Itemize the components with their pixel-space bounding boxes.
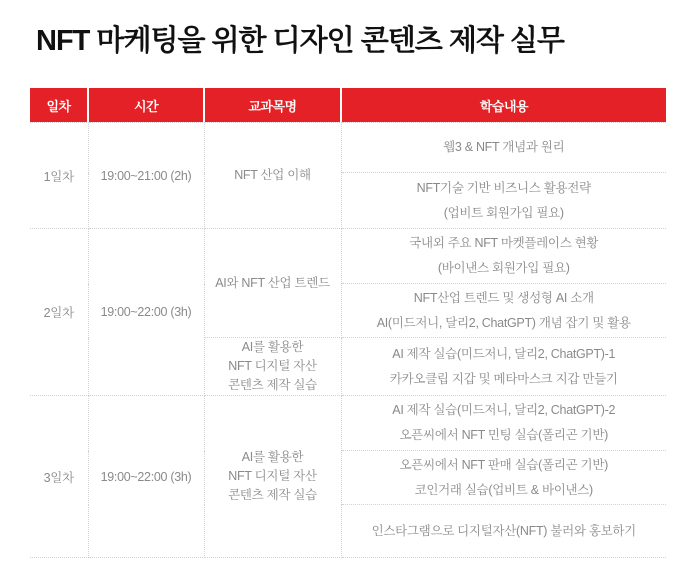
day-1-time-cell: 19:00~21:00 (2h) xyxy=(88,123,204,229)
day-3-time-cell: 19:00~22:00 (3h) xyxy=(88,396,204,558)
day-1-subject-cell xyxy=(204,123,341,229)
table-row xyxy=(30,123,666,173)
lesson-line: 오픈씨에서 NFT 판매 실습(폴리곤 기반) xyxy=(399,457,608,472)
subject-line: AI와 NFT 산업 트렌드 xyxy=(215,275,330,290)
day-2-cell: 2일차 xyxy=(30,229,88,396)
lesson-line: 국내외 주요 NFT 마켓플레이스 현황 xyxy=(409,236,599,250)
subject-line: NFT 디지털 자산 xyxy=(228,359,317,373)
subject-line: NFT 산업 이해 xyxy=(234,168,311,182)
lesson-line: 웹3 & NFT 개념과 원리 xyxy=(443,140,565,154)
lesson-cell xyxy=(341,284,666,338)
table-header-row xyxy=(30,88,666,122)
curriculum-table xyxy=(30,88,666,558)
lesson-line: NFT산업 트렌드 및 생성형 AI 소개 xyxy=(413,290,594,305)
day-2-time-cell: 19:00~22:00 (3h) xyxy=(88,229,204,396)
day-3-subject-cell xyxy=(204,396,341,558)
lesson-line: 오픈씨에서 NFT 민팅 실습(폴리곤 기반) xyxy=(399,428,608,442)
header-time: 시간 xyxy=(89,88,203,122)
lesson-cell xyxy=(341,396,666,451)
subject-line: 콘텐츠 제작 실습 xyxy=(228,488,317,502)
table-row xyxy=(30,396,666,451)
table-body xyxy=(30,122,666,558)
lesson-cell xyxy=(341,123,666,173)
page-title: NFT 마케팅을 위한 디자인 콘텐츠 제작 실무 xyxy=(36,25,564,57)
day-3-cell: 3일차 xyxy=(30,396,88,558)
subject-line: AI를 활용한 xyxy=(241,340,304,354)
table-row xyxy=(30,229,666,284)
lesson-cell xyxy=(341,173,666,229)
lesson-cell xyxy=(341,229,666,284)
lesson-line: (업비트 회원가입 필요) xyxy=(443,205,564,220)
subject-line: NFT 디지털 자산 xyxy=(228,469,317,483)
header-content: 학습내용 xyxy=(342,88,666,122)
lesson-line: AI(미드저니, 달리2, ChatGPT) 개념 잡기 및 활용 xyxy=(376,315,631,330)
lesson-cell xyxy=(341,505,666,558)
header-subject: 교과목명 xyxy=(205,88,340,122)
lesson-line: NFT기술 기반 비즈니스 활용전략 xyxy=(416,180,591,195)
lesson-cell xyxy=(341,451,666,505)
lesson-line: AI 제작 실습(미드저니, 달리2, ChatGPT)-2 xyxy=(392,403,616,417)
lesson-line: AI 제작 실습(미드저니, 달리2, ChatGPT)-1 xyxy=(392,346,616,361)
day-1-cell: 1일차 xyxy=(30,123,88,229)
subject-line: 콘텐츠 제작 실습 xyxy=(228,378,317,392)
lesson-cell xyxy=(341,338,666,396)
day-2-subject-cell-2 xyxy=(204,338,341,396)
lesson-line: 인스타그램으로 디지털자산(NFT) 불러와 홍보하기 xyxy=(371,523,636,538)
lesson-line: (바이낸스 회원가입 필요) xyxy=(437,261,570,275)
lesson-line: 코인거래 실습(업비트 & 바이낸스) xyxy=(414,482,593,497)
header-day: 일차 xyxy=(30,88,87,122)
lesson-line: 카카오클립 지갑 및 메타마스크 지갑 만들기 xyxy=(389,371,618,386)
subject-line: AI를 활용한 xyxy=(241,450,304,464)
day-2-subject-cell xyxy=(204,229,341,338)
